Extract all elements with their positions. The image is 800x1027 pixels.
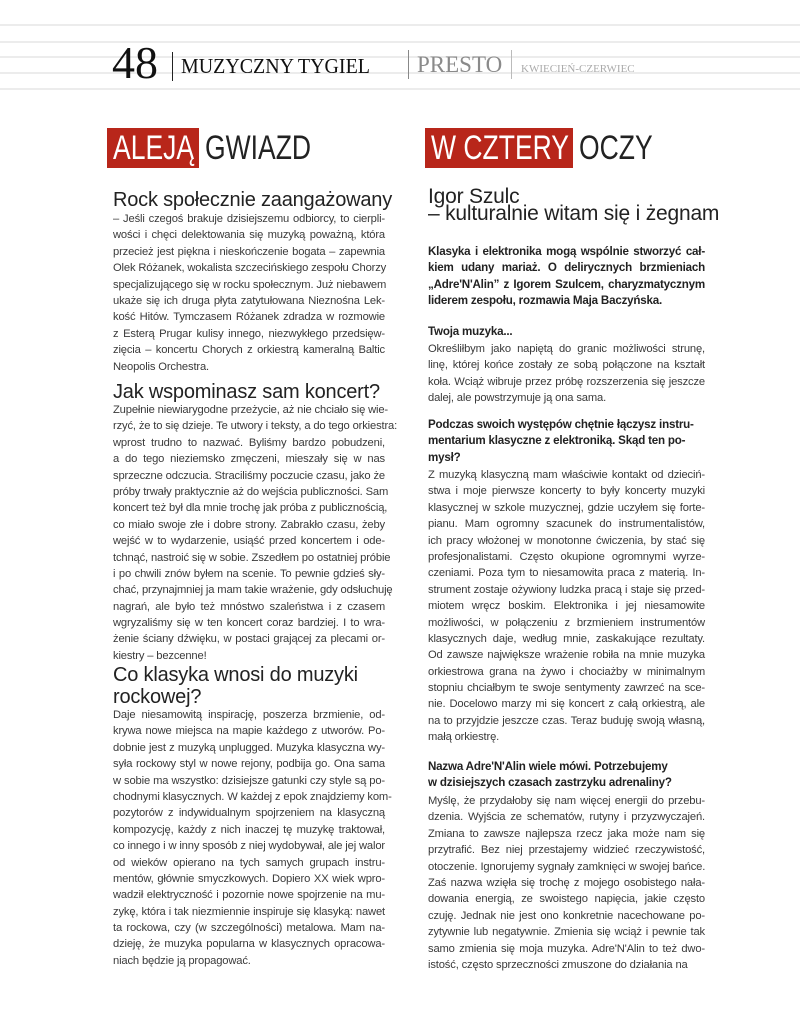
- text-line: pozytorów z indywidualnym spojrzeniem na klasyczną: [113, 807, 385, 820]
- title-rest: GWIAZD: [205, 128, 312, 167]
- text-line: kiestry – bezcenne!: [113, 649, 207, 662]
- question: [428, 324, 705, 340]
- answer-line: koła. Wciąż wibruje przez próbę rozszerzenia się jeszcze: [428, 375, 705, 388]
- answer-line: klasycznych daje, według mnie, zaskakujące rezultaty.: [428, 632, 705, 645]
- text-line: ta rockowa, czy (w szczególności) metalowa. Mam na-: [113, 922, 385, 935]
- right-section-title: [425, 128, 673, 168]
- text-line: i po chwili znów byłem na scenie. To pewnie gdzieś sły-: [113, 567, 385, 580]
- lead-line: Klasyka i elektronika mogą wspólnie stworzyć cał-: [428, 245, 705, 258]
- answer-line: możliwości, w połączeniu z brzmieniem instrumentów: [428, 616, 705, 629]
- answer-line: stwa i moje pierwsze koncerty to były koncerty muzyki: [428, 485, 705, 498]
- text-line: tchnąć, nastroić się w sobie. Zszedłem po ostatniej próbie: [113, 551, 391, 564]
- paragraph: [113, 402, 398, 664]
- subheading: [113, 189, 393, 211]
- text-line: próby trwały praktycznie aż do wejścia publiczności. Sam: [113, 485, 389, 498]
- text-line: wprost trudno to nazwać. Byliśmy bardzo pobudzeni,: [113, 436, 385, 449]
- text-line: kość Hitów. Tymczasem Różanek zdradza w rozmowie: [113, 311, 385, 324]
- text-line: nagrań, ale było też mnóstwo szaleństwa i z czasem: [113, 600, 385, 613]
- answer-line: małą orkiestrę.: [428, 731, 500, 744]
- text-line: ukaże się ich druga płyta zatytułowana Nieznośna Lek-: [113, 294, 385, 307]
- subheading: [113, 664, 385, 708]
- paragraph: [113, 707, 392, 969]
- title-rest: OCZY: [579, 128, 653, 167]
- text-line: z Esterą Prugar kulisy innego, niezwykłego przedsięw-: [113, 327, 385, 340]
- article-title: [428, 185, 720, 225]
- answer-line: na to przyjdzie jeszcze czas. Teraz buduję swoją własną,: [428, 714, 705, 727]
- text-line: wgryzaliśmy się w ten koncert coraz bardziej. I to wra-: [113, 617, 385, 630]
- question: [428, 759, 705, 792]
- text-line: chać, przynajmniej ja mam takie wrażenie, gdy odsłuchuję: [113, 584, 393, 597]
- text-line: dzieję, że muzyka popularna w klasycznych opracowa-: [113, 938, 385, 951]
- title-highlight: ALEJĄ: [107, 128, 199, 168]
- title-line: Igor Szulc: [428, 185, 520, 208]
- text-line: wości i chęci delektowania się muzyką poważną, która: [113, 229, 385, 242]
- lead-line: kiem udany mariaż. O delirycznych brzmieniach: [428, 261, 705, 275]
- answer-line: samo zmienia się moja muzyka. Adre'N'Alin to też dwo-: [428, 942, 705, 955]
- answer-line: strument zostaje ożywiony ludzka pracą i staje się przed-: [428, 583, 705, 596]
- answer-line: nie. Docelowo marzy mi się koncert z całą orkiestrą, ale: [428, 698, 705, 711]
- answer-line: dalej, ale powstrzymuje ją ona sama.: [428, 392, 607, 405]
- question-line: Podczas swoich występów chętnie łączysz instru-: [428, 418, 694, 431]
- text-line: od wieków opierano na tych samych grupach instru-: [113, 856, 385, 869]
- divider: [408, 50, 409, 79]
- text-line: krywa nowe miejsca na mapie każdego z utworów. Po-: [113, 725, 385, 738]
- subheading-line: Co klasyka wnosi do muzyki: [113, 664, 358, 686]
- subheading-line: rockowej?: [113, 686, 202, 708]
- divider: [511, 50, 512, 79]
- text-line: koncert też był dla mnie trochę jak próba z publicznością,: [113, 502, 388, 515]
- text-line: mentów, głównie smyczkowych. Dopiero XX wiek wpro-: [113, 872, 385, 885]
- section-name: MUZYCZNY TYGIEL: [181, 54, 370, 78]
- text-line: niach będzie ją propagować.: [113, 954, 251, 967]
- text-line: Daje niesamowitą inspirację, poszerza brzmienie, od-: [113, 709, 385, 721]
- question-line: mentarium klasyczne z elektroniką. Skąd ten po-: [428, 434, 686, 448]
- title-line: – kulturalnie witam się i żegnam: [428, 202, 720, 225]
- answer-line: dowania energią, ze swoistego napięcia, jakie często: [428, 893, 705, 906]
- answer: [428, 793, 705, 973]
- lead-line: liderem zespołu, rozmawia Maja Baczyńska.: [428, 294, 663, 308]
- lead-line: „Adre'N'Alin” z Igorem Szulcem, charyzmatycznym: [428, 277, 705, 291]
- answer-line: istość, często sprzeczności zmuszone do działania na: [428, 958, 688, 971]
- text-line: – Jeśli czegoś brakuje dzisiejszemu odbiorcy, to cierpli-: [113, 213, 385, 225]
- answer-line: linę, której końce zostały ze sobą połączone na kształt: [428, 359, 705, 372]
- left-section-title: [107, 128, 341, 168]
- text-line: co miało swoje złe i dobre strony. Zabrakło czasu, żeby: [113, 518, 385, 531]
- answer-line: zytywnie lub negatywnie. Zmienia się wciąż i pewnie tak: [428, 926, 705, 939]
- divider: [172, 52, 173, 81]
- text-line: Zupełnie niewiarygodne przeżycie, aż nie chciało się wie-: [113, 404, 389, 416]
- text-line: wadził elektryczność i pozornie nowe spojrzenie na mu-: [113, 889, 385, 902]
- text-line: sprzeczne odczucia. Straciliśmy poczucie czasu, jako że: [113, 469, 385, 482]
- lead-paragraph: [428, 244, 705, 310]
- question: [428, 417, 705, 466]
- answer-line: Z muzyką klasyczną mam właściwie kontakt od dzieciń-: [428, 469, 705, 481]
- text-line: Neopolis Orchestra.: [113, 360, 210, 373]
- answer-line: pianu. Mam ogromny szacunek do instrumentalistów,: [428, 518, 705, 531]
- answer-line: Zaś nazwa wzięła się trochę z mojego osobistego nała-: [428, 876, 705, 889]
- page-number: 48: [112, 37, 158, 88]
- text-line: rzyć, że to się dzieje. Te utwory i teksty, a do tego orkiestra:: [113, 420, 398, 433]
- text-line: wejść w to wydarzenie, usiąść przed koncertem i ode-: [113, 535, 385, 548]
- text-line: dobnie jest z muzyką unplugged. Muzyka klasyczna wy-: [113, 741, 385, 754]
- title-highlight: W CZTERY: [425, 128, 573, 168]
- answer-line: orkiestrowa grana na żywo i chociażby w minimalnym: [428, 665, 705, 678]
- subheading: [113, 381, 385, 403]
- text-line: w sobie ma wszystko: dzisiejsze gatunki czy style są po-: [113, 774, 385, 787]
- question-line: Nazwa Adre'N'Alin wiele mówi. Potrzebujemy: [428, 760, 668, 773]
- answer-line: miotem wręcz boskim. Elektronika i jej niesamowite: [428, 600, 705, 613]
- question-line: Twoja muzyka...: [428, 325, 513, 338]
- paragraph: [113, 211, 385, 375]
- text-line: a do tego nieziemsko zmęczeni, mieszały się w nas: [113, 453, 385, 466]
- text-line: przecież jest piękna i nieskończenie bogata – zapewnia: [113, 245, 385, 258]
- question-line: mysł?: [428, 450, 461, 464]
- answer-line: dzenia. Wyjścia ze schematów, rutyny i przyzwyczajeń.: [428, 811, 705, 824]
- text-line: kompozycję, każdy z nich inaczej tę muzykę traktował,: [113, 823, 385, 836]
- answer-line: czuję. Jednak nie jest ono konkretnie nacechowane po-: [428, 909, 705, 922]
- text-line: zięcia – koncertu Chorych z orkiestrą kameralną Baltic: [113, 344, 385, 357]
- answer: [428, 467, 705, 746]
- text-line: co innego i w inny sposób z niej wydobywał, ale jej walor: [113, 840, 385, 853]
- text-line: syła rockowy styl w nowe rejony, podbija go. Ona sama: [113, 758, 385, 771]
- magazine-name: PRESTO: [417, 52, 503, 77]
- answer-line: ich pracy włożonej w monotonne ćwiczenia, by stać się: [428, 534, 705, 547]
- answer-line: czeniami. Poza tym to niesamowita praca z materią. In-: [428, 567, 705, 580]
- answer-line: Myślę, że przydałoby się nam więcej energii do przebu-: [428, 795, 705, 807]
- rule-line: [0, 24, 800, 26]
- text-line: żenie ściany dźwięku, w postaci grającej za plecami or-: [113, 633, 385, 646]
- question-line: w dzisiejszych czasach zastrzyku adrenaliny?: [428, 776, 672, 790]
- answer-line: przytrafić. Bez niej przestajemy widzieć rzeczywistość,: [428, 844, 705, 857]
- text-line: zykę, która i tak niezmiennie inspiruje się klasyką: nawet: [113, 905, 385, 918]
- subheading-line: Jak wspominasz sam koncert?: [113, 381, 380, 403]
- text-line: specjalizującego się w rocku społecznym. Już niebawem: [113, 278, 387, 291]
- answer: [428, 341, 705, 407]
- issue-date: KWIECIEŃ-CZERWIEC: [521, 63, 635, 75]
- subheading-line: Rock społecznie zaangażowany: [113, 189, 393, 211]
- text-line: chodnymi klasycznych. W każdej z epok znajdziemy kom-: [113, 790, 392, 803]
- answer-line: klasycznej w szkole muzycznej, gdzie uczyłem się forte-: [428, 501, 705, 514]
- text-line: Olek Różanek, wokalista szczecińskiego zespołu Chorzy: [113, 262, 387, 275]
- answer-line: stopniu chciałbym te swoje sentymenty zawrzeć na sce-: [428, 682, 705, 695]
- answer-line: Zmiana to zawsze najlepsza rzecz jaka może nam się: [428, 827, 705, 840]
- answer-line: otoczenie. Ignorujemy sygnały zamknięci w swojej bańce.: [428, 860, 706, 873]
- answer-line: profesjonalistami. Często okupione ogromnymi wyrze-: [428, 550, 705, 563]
- answer-line: Określiłbym jako napiętą do granic możliwości strunę,: [428, 343, 705, 355]
- answer-line: Od zawsze największe wrażenie robiła na mnie muzyka: [428, 649, 705, 662]
